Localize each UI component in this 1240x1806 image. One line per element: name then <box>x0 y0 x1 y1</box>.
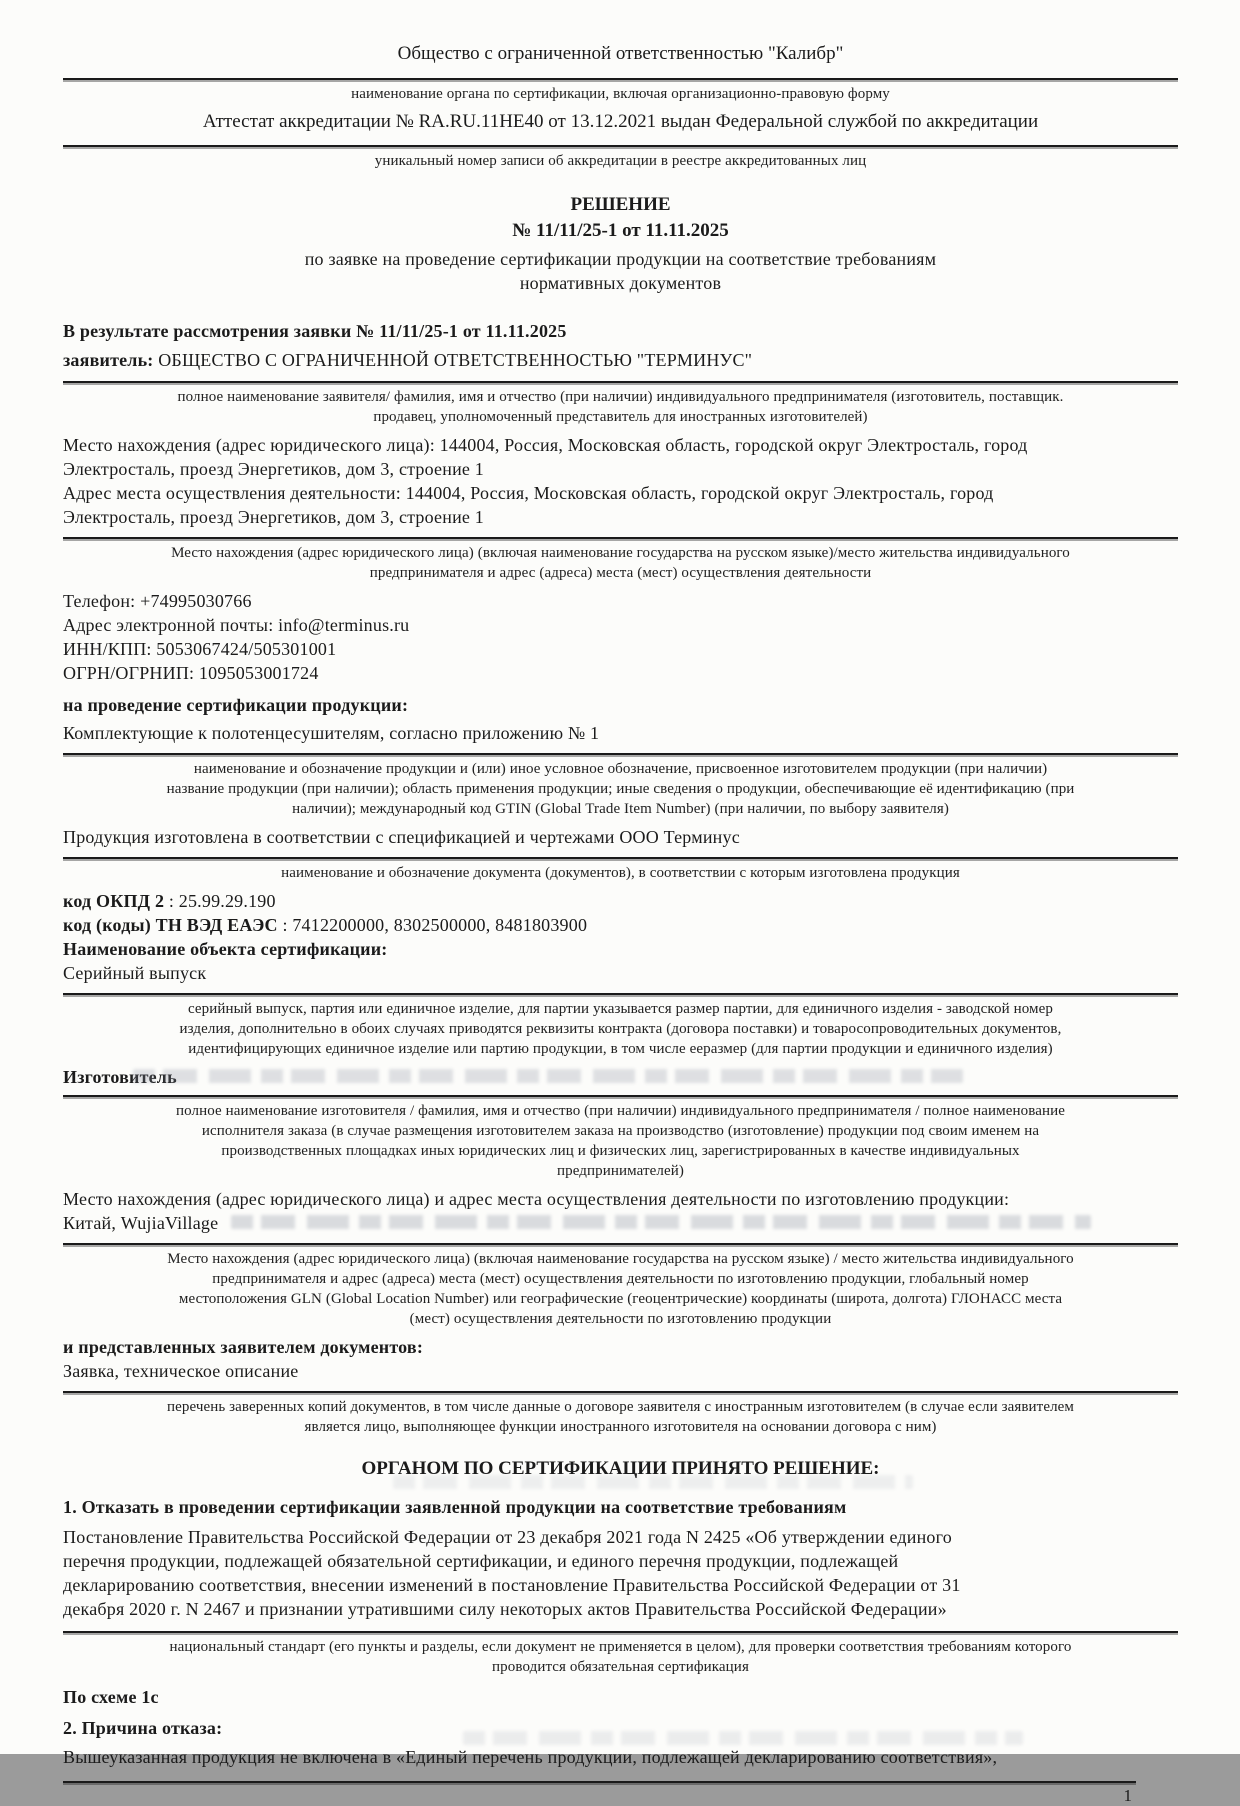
object-caption-line: серийный выпуск, партия или единичное изделие, для партии указывается размер партии, для единичного изделия - заводской номер <box>187 1001 1054 1017</box>
manufacturer-caption-line: полное наименование изготовителя / фамилия, имя и отчество (при наличии) индивидуального предпринимателя / полное наименование <box>176 1103 1065 1119</box>
accreditation-caption: уникальный номер записи об аккредитации в реестре аккредитованных лиц <box>374 153 867 169</box>
refusal-line: 1. Отказать в проведении сертификации заявленной продукции на соответствие требованиям <box>63 1497 847 1517</box>
divider <box>63 1095 1178 1097</box>
certification-object-value: Серийный выпуск <box>63 963 207 983</box>
standard-caption-line: национальный стандарт (его пункты и разделы, если документ не применяется в целом), для проверки соответствия требованиям которого <box>169 1639 1072 1655</box>
document-title: РЕШЕНИЕ <box>570 194 671 215</box>
refusal-reason-text <box>63 1745 1178 1769</box>
bleed-through-artifact <box>133 1069 963 1083</box>
documents-section-label: и представленных заявителем документов: <box>63 1337 424 1357</box>
document-number: № 11/11/25-1 от 11.11.2025 <box>512 220 729 241</box>
divider <box>63 993 1178 995</box>
manufacturer-caption-line: предпринимателей) <box>557 1163 684 1179</box>
documents-caption-line: перечень заверенных копий документов, в том числе данные о договоре заявителя с иностранным изготовителем (в случае если заявителем <box>166 1399 1075 1415</box>
page-number: 1 <box>1123 1786 1132 1805</box>
product-section-label: на проведение сертификации продукции: <box>63 695 409 715</box>
manufacturer-address-line <box>63 1211 1178 1235</box>
email-line: Адрес электронной почты: info@terminus.ru <box>63 615 410 635</box>
address-caption-line: Место нахождения (адрес юридического лица) (включая наименование государства на русском языке)/место жительства индивидуального <box>171 545 1070 561</box>
documents-value: Заявка, техническое описание <box>63 1361 299 1381</box>
divider <box>63 857 1178 859</box>
bleed-through-artifact <box>231 1215 1091 1229</box>
product-caption-line: наименование и обозначение продукции и (или) иное условное обозначение, присвоенное изготовителем продукции (при наличии) <box>193 761 1048 777</box>
document-subtitle-line: нормативных документов <box>519 273 722 293</box>
manufacturer-section-label-text: Изготовитель <box>63 1067 177 1087</box>
manufacturer-address-caption-line: предпринимателя и адрес (адреса) места (мест) осуществления деятельности по изготовлению продукции, глобальный номер <box>212 1271 1029 1287</box>
activity-address-line: Адрес места осуществления деятельности: 144004, Россия, Московская область, городской округ Электросталь, город <box>63 483 994 503</box>
accreditation-line: Аттестат аккредитации № RA.RU.11НЕ40 от 13.12.2021 выдан Федеральной службой по аккредитации <box>202 111 1039 132</box>
manufacturer-country-text: Китай, WujiaVillage <box>63 1213 219 1233</box>
spec-caption: наименование и обозначение документа (документов), в соответствии с которым изготовлена продукция <box>281 865 960 881</box>
manufacturer-address-caption-line: местоположения GLN (Global Location Number) или географические (геоцентрические) координаты (широта, долгота) ГЛОНАСС места <box>178 1291 1063 1307</box>
divider <box>63 1391 1178 1393</box>
manufacturer-address-caption-line: Место нахождения (адрес юридического лица) (включая наименование государства на русском языке) / место жительства индивидуального <box>167 1251 1074 1267</box>
documents-caption-line: является лицо, выполняющее функции иностранного изготовителя на основании договора с ним) <box>304 1419 937 1435</box>
resolution-line: декларированию соответствия, внесении изменений в постановление Правительства Российской Федерации от 31 <box>63 1575 961 1595</box>
ogrn-line: ОГРН/ОГРНИП: 1095053001724 <box>63 663 319 683</box>
applicant-line <box>63 348 1178 372</box>
product-caption-line: название продукции (при наличии); область применения продукции; иные сведения о продукции, обеспечивающие её идентификацию (при <box>166 781 1075 797</box>
certification-object-label: Наименование объекта сертификации: <box>63 939 388 959</box>
applicant-caption-line: полное наименование заявителя/ фамилия, имя и отчество (при наличии) индивидуального предпринимателя (изготовитель, поставщик. <box>177 389 1064 405</box>
tnved-value: : 7412200000, 8302500000, 8481803900 <box>282 915 588 935</box>
divider <box>63 753 1178 755</box>
divider <box>63 1631 1178 1633</box>
product-name: Комплектующие к полотенцесушителям, согласно приложению № 1 <box>63 723 600 743</box>
certification-body-caption: наименование органа по сертификации, включая организационно-правовую форму <box>351 86 890 102</box>
document-subtitle-line: по заявке на проведение сертификации продукции на соответствие требованиям <box>304 249 937 269</box>
divider <box>63 145 1178 147</box>
manufacturer-caption-line: исполнителя заказа (в случае размещения изготовителем заказа на производство (изготовление) продукции под своим именем на <box>201 1123 1040 1139</box>
okpd-line <box>63 889 1178 913</box>
decision-heading-text: ОРГАНОМ ПО СЕРТИФИКАЦИИ ПРИНЯТО РЕШЕНИЕ: <box>361 1458 880 1479</box>
object-caption-line: изделия, дополнительно в обоих случаях приводятся реквизиты контракта (договора поставки) и товаросопроводительных документов, <box>179 1021 1062 1037</box>
divider <box>63 537 1178 539</box>
applicant-caption-line: продавец, уполномоченный представитель для иностранных изготовителей) <box>373 409 868 425</box>
divider <box>63 78 1178 80</box>
decision-heading <box>63 1457 1178 1481</box>
refusal-reason-text-content: Вышеуказанная продукция не включена в «Единый перечень продукции, подлежащей декларированию соответствия», <box>63 1747 998 1767</box>
okpd-value: : 25.99.29.190 <box>168 891 276 911</box>
applicant-name: ОБЩЕСТВО С ОГРАНИЧЕННОЙ ОТВЕТСТВЕННОСТЬЮ "ТЕРМИНУС" <box>158 350 753 370</box>
resolution-line: перечня продукции, подлежащей обязательной сертификации, и единого перечня продукции, подлежащей <box>63 1551 899 1571</box>
manufacturer-address-line: Место нахождения (адрес юридического лица) и адрес места осуществления деятельности по изготовлению продукции: <box>63 1189 1010 1209</box>
divider <box>63 1243 1178 1245</box>
inn-kpp-line: ИНН/КПП: 5053067424/505301001 <box>63 639 337 659</box>
activity-address-line: Электросталь, проезд Энергетиков, дом 3, строение 1 <box>63 507 484 527</box>
legal-address-line: Электросталь, проезд Энергетиков, дом 3, строение 1 <box>63 459 484 479</box>
tnved-line <box>63 913 1178 937</box>
phone-line: Телефон: +74995030766 <box>63 591 252 611</box>
applicant-label: заявитель: <box>63 350 154 370</box>
spec-line: Продукция изготовлена в соответствии с спецификацией и чертежами ООО Терминус <box>63 827 740 847</box>
refusal-reason-label: 2. Причина отказа: <box>63 1718 223 1738</box>
divider <box>63 1781 1136 1783</box>
tnved-label: код (коды) ТН ВЭД ЕАЭС <box>63 915 278 935</box>
certification-body-name: Общество с ограниченной ответственностью "Калибр" <box>397 43 844 64</box>
resolution-line: декабря 2020 г. N 2467 и признании утратившими силу некоторых актов Правительства Российской Федерации» <box>63 1599 947 1619</box>
okpd-label: код ОКПД 2 <box>63 891 165 911</box>
manufacturer-address-caption-line: (мест) осуществления деятельности по изготовлению продукции <box>409 1311 832 1327</box>
object-caption-line: идентифицирующих единичное изделие или партию продукции, в том числе ееразмер (для партии продукции и единичного изделия) <box>188 1041 1053 1057</box>
manufacturer-caption-line: производственных площадках иных юридических лиц и физических лиц, зарегистрированных в качестве индивидуальных <box>221 1143 1020 1159</box>
product-caption-line: наличии); международный код GTIN (Global Trade Item Number) (при наличии, по выбору заявителя) <box>292 801 949 817</box>
standard-caption-line: проводится обязательная сертификация <box>492 1659 749 1675</box>
address-caption-line: предпринимателя и адрес (адреса) места (мест) осуществления деятельности <box>369 565 872 581</box>
resolution-line: Постановление Правительства Российской Федерации от 23 декабря 2021 года N 2425 «Об утверждении единого <box>63 1527 952 1547</box>
scheme-line: По схеме 1с <box>63 1687 159 1707</box>
divider <box>63 381 1178 383</box>
manufacturer-section-label <box>63 1065 1178 1089</box>
legal-address-line: Место нахождения (адрес юридического лица): 144004, Россия, Московская область, городской округ Электросталь, город <box>63 435 1028 455</box>
review-result-line: В результате рассмотрения заявки № 11/11/25-1 от 11.11.2025 <box>63 321 567 341</box>
